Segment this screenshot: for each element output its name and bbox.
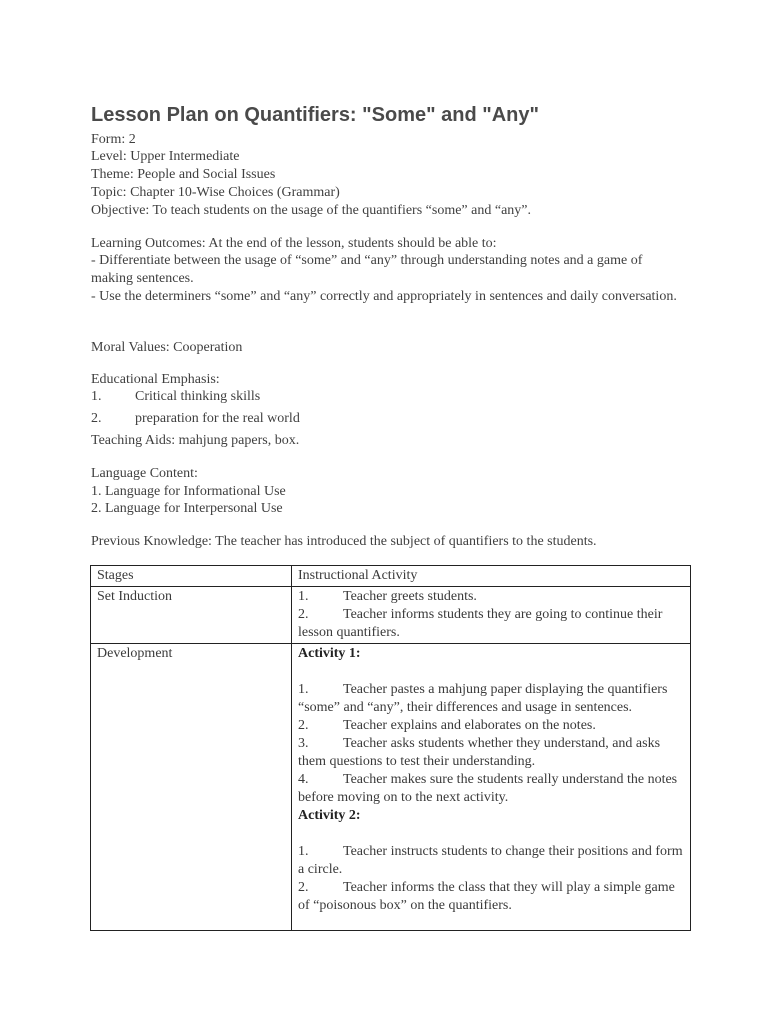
moral-values-line: Moral Values: Cooperation	[91, 340, 243, 355]
teaching-aids-line: Teaching Aids: mahjung papers, box.	[91, 433, 300, 448]
activity-1-title: Activity 1:	[298, 646, 361, 661]
activity-step	[298, 879, 685, 915]
activity-step	[298, 843, 685, 879]
step-number: 1.	[298, 589, 309, 604]
development-activity	[292, 644, 691, 931]
step-number: 4.	[298, 772, 309, 787]
set-induction-activity	[292, 587, 691, 644]
step-number: 1.	[298, 682, 309, 697]
activity-step	[298, 735, 685, 771]
table-header-stages: Stages	[91, 566, 292, 587]
educational-emphasis-heading: Educational Emphasis:	[91, 372, 220, 387]
step-text: Teacher makes sure the students really understand the notes before moving on to the next activity.	[298, 772, 678, 805]
step-number: 2.	[298, 880, 309, 895]
step-text: Teacher informs the class that they will play a simple game of “poisonous box” on the quantifiers.	[298, 880, 675, 913]
emphasis-item-text: preparation for the real world	[135, 411, 300, 426]
learning-outcome-item: - Use the determiners “some” and “any” correctly and appropriately in sentences and daily conversation.	[91, 289, 677, 304]
language-content-heading: Language Content:	[91, 466, 198, 481]
activity-step	[298, 606, 685, 642]
step-text: Teacher informs students they are going to continue their lesson quantifiers.	[298, 607, 663, 640]
learning-outcome-item: - Differentiate between the usage of “some” and “any” through understanding notes and a game of making sentences.	[91, 253, 643, 286]
lesson-stages-table	[90, 565, 691, 931]
table-row	[91, 587, 691, 644]
emphasis-item-number: 1.	[91, 389, 102, 404]
previous-knowledge-line: Previous Knowledge: The teacher has introduced the subject of quantifiers to the students.	[91, 534, 597, 549]
activity-step	[298, 681, 685, 717]
page-title: Lesson Plan on Quantifiers: "Some" and "Any"	[91, 104, 539, 126]
objective-line: Objective: To teach students on the usage of the quantifiers “some” and “any”.	[91, 203, 532, 218]
table-header-activity: Instructional Activity	[292, 566, 691, 587]
step-number: 1.	[298, 844, 309, 859]
step-number: 2.	[298, 607, 309, 622]
step-text: Teacher explains and elaborates on the notes.	[343, 718, 596, 733]
table-header-row	[91, 566, 691, 587]
topic-line: Topic: Chapter 10-Wise Choices (Grammar)	[91, 185, 340, 200]
learning-outcomes-heading: Learning Outcomes: At the end of the lesson, students should be able to:	[91, 236, 497, 251]
step-text: Teacher greets students.	[343, 589, 477, 604]
activity-step	[298, 588, 685, 606]
language-content-item: 2. Language for Interpersonal Use	[91, 501, 283, 516]
stage-development: Development	[91, 644, 292, 931]
stage-set-induction: Set Induction	[91, 587, 292, 644]
emphasis-item-number: 2.	[91, 411, 102, 426]
activity-step	[298, 717, 685, 735]
step-text: Teacher instructs students to change their positions and form a circle.	[298, 844, 683, 877]
emphasis-item-text: Critical thinking skills	[135, 389, 261, 404]
table-row	[91, 644, 691, 931]
level-line: Level: Upper Intermediate	[91, 149, 240, 164]
step-number: 2.	[298, 718, 309, 733]
step-text: Teacher pastes a mahjung paper displaying the quantifiers “some” and “any”, their differences and usage in sentences.	[298, 682, 668, 715]
emphasis-item	[91, 388, 260, 405]
language-content-item: 1. Language for Informational Use	[91, 484, 286, 499]
activity-step	[298, 771, 685, 807]
emphasis-item	[91, 410, 300, 427]
activity-2-title: Activity 2:	[298, 808, 361, 823]
step-number: 3.	[298, 736, 309, 751]
theme-line: Theme: People and Social Issues	[91, 167, 276, 182]
step-text: Teacher asks students whether they understand, and asks them questions to test their understanding.	[298, 736, 661, 769]
form-line: Form: 2	[91, 132, 136, 147]
